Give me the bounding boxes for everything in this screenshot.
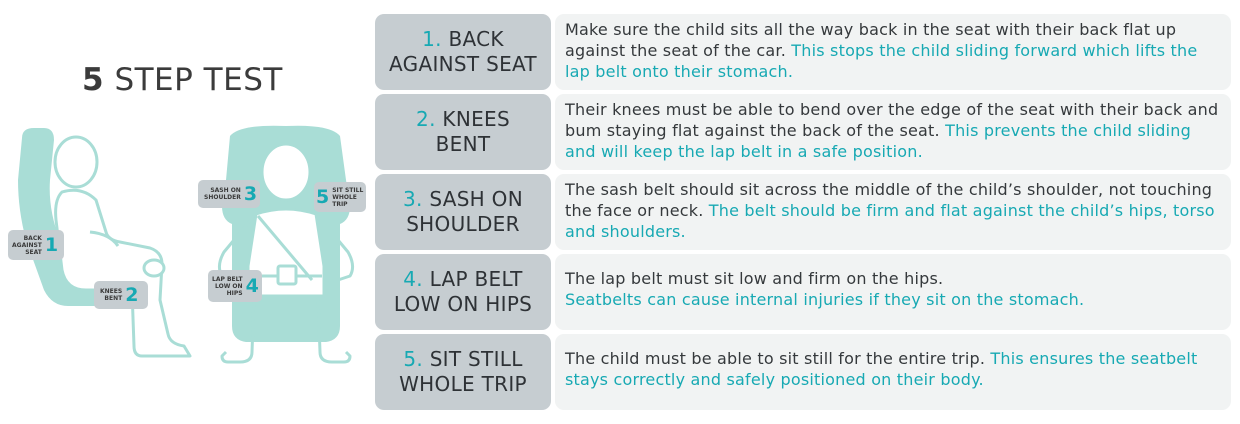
step-5-label-a: SIT STILL (429, 347, 523, 371)
step-3-number: 3. (402, 187, 423, 211)
page-title (82, 62, 312, 98)
callout-1-label: BACK AGAINST SEAT (12, 234, 42, 256)
step-2-highlight: This prevents the child sliding and will keep the lap belt in a safe position. (565, 121, 1192, 161)
callout-2-number: 2 (125, 284, 139, 306)
child-hand (144, 260, 164, 276)
step-5-label-b: WHOLE TRIP (399, 372, 527, 396)
step-1-description (555, 14, 1231, 90)
step-1-text: Make sure the child sits all the way back in the seat with their back flat up against the seat of the car. (565, 20, 1177, 60)
step-row-1 (375, 14, 1231, 90)
step-4-description (555, 254, 1231, 330)
steps-list (375, 14, 1231, 414)
step-row-3 (375, 174, 1231, 250)
title-text: STEP TEST (114, 62, 283, 98)
step-1-label-a: BACK (448, 27, 504, 51)
step-2-label-b: BENT (435, 132, 491, 156)
step-2-label (375, 94, 551, 170)
callout-5-number: 5 (316, 186, 330, 208)
step-4-highlight: Seatbelts can cause internal injuries if they sit on the stomach. (565, 290, 1085, 309)
step-3-label (375, 174, 551, 250)
callout-knees-bent (94, 281, 148, 309)
step-1-label-b: AGAINST SEAT (389, 52, 537, 76)
callout-5-label: SIT STILL WHOLE TRIP (332, 186, 364, 208)
step-4-label-b: LOW ON HIPS (393, 292, 533, 316)
title-number: 5 (82, 62, 105, 98)
callout-4-label: LAP BELT LOW ON HIPS (212, 275, 243, 297)
step-5-text: The child must be able to sit still for the entire trip. (565, 349, 991, 368)
step-row-5 (375, 334, 1231, 410)
step-row-2 (375, 94, 1231, 170)
step-5-label (375, 334, 551, 410)
step-1-number: 1. (422, 27, 442, 51)
step-1-label (375, 14, 551, 90)
callout-3-label: SASH ON SHOULDER (204, 187, 241, 201)
step-5-highlight: This ensures the seatbelt stays correctly and safely positioned on their body. (565, 349, 1198, 389)
callout-1-number: 1 (44, 234, 59, 256)
callout-2-label: KNEES BENT (100, 288, 123, 302)
step-3-label-a: SASH ON (429, 187, 523, 211)
side-view-child (55, 137, 190, 356)
step-5-description (555, 334, 1231, 410)
step-4-text: The lap belt must sit low and firm on the hips. (565, 269, 944, 288)
step-row-4 (375, 254, 1231, 330)
step-4-label (375, 254, 551, 330)
child-head (55, 137, 97, 187)
callout-3-number: 3 (243, 183, 258, 205)
step-2-label-a: KNEES (442, 107, 510, 131)
callout-lap-belt (208, 270, 262, 302)
callout-sit-still (314, 182, 366, 212)
belt-buckle (278, 266, 296, 284)
step-3-text: The sash belt should sit across the middle of the child’s shoulder, not touching the face or neck. (565, 180, 1213, 220)
step-4-label-a: LAP BELT (429, 267, 523, 291)
step-3-description (555, 174, 1231, 250)
callout-sash-on-shoulder (198, 180, 260, 208)
step-5-number: 5. (403, 347, 424, 371)
step-1-highlight: This stops the child sliding forward which lifts the lap belt onto their stomach. (565, 41, 1198, 81)
step-2-number: 2. (416, 107, 436, 131)
step-3-highlight: The belt should be firm and flat against the child’s hips, torso and shoulders. (565, 201, 1215, 241)
step-2-description (555, 94, 1231, 170)
step-3-label-b: SHOULDER (406, 212, 520, 236)
callout-back-against-seat (8, 230, 64, 260)
callout-4-number: 4 (245, 275, 259, 297)
front-child-head (262, 144, 310, 200)
child-body (56, 190, 190, 356)
step-4-number: 4. (403, 267, 423, 291)
step-2-text: Their knees must be able to bend over the edge of the seat with their back and bum staying flat against the back of the seat. (565, 100, 1219, 140)
